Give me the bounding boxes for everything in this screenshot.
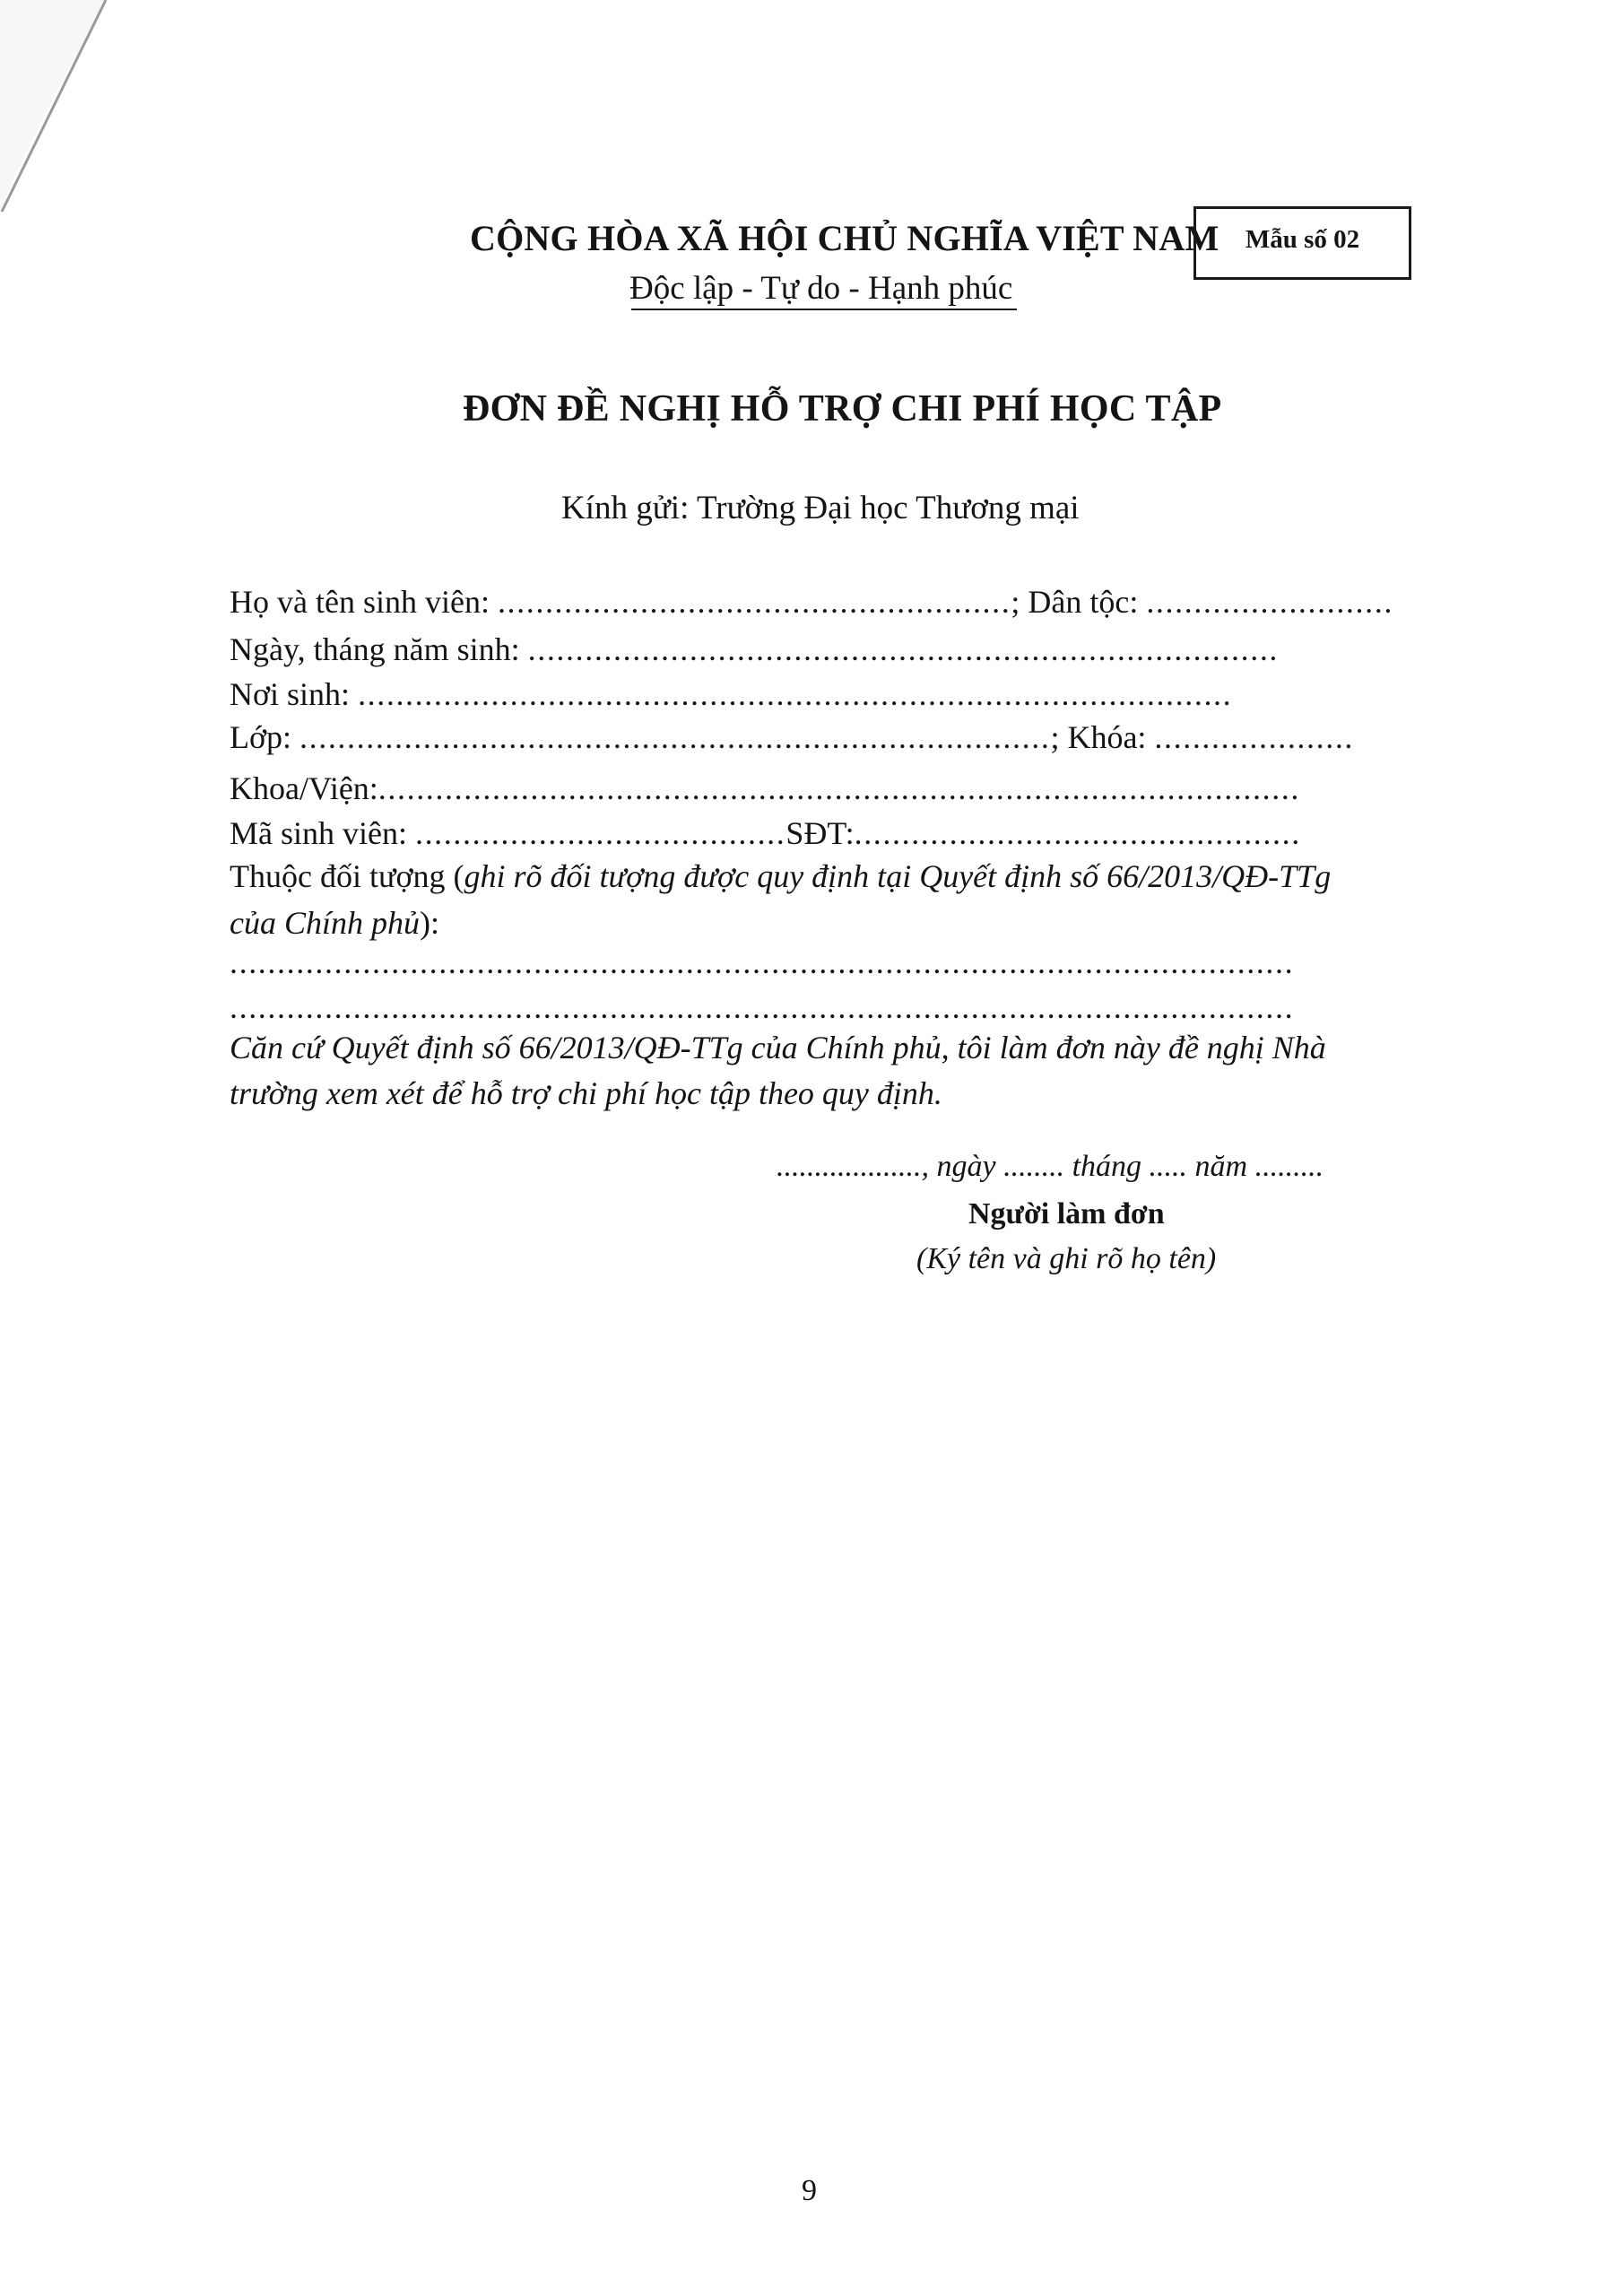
- class-blank[interactable]: ...............................................................................: [299, 719, 1051, 755]
- faculty-row: [230, 770, 1300, 807]
- scan-edge-mark: [0, 0, 126, 215]
- document-title: ĐƠN ĐỀ NGHỊ HỖ TRỢ CHI PHÍ HỌC TẬP: [463, 388, 1222, 430]
- category-blank-line-1[interactable]: ................................................................................................................: [230, 944, 1295, 980]
- phone-blank[interactable]: ...............................................: [854, 815, 1301, 851]
- date-line[interactable]: ..................., ngày ........ tháng ..... năm .........: [777, 1150, 1324, 1183]
- course-label: ; Khóa:: [1050, 719, 1155, 755]
- full-name-row: [230, 583, 1393, 621]
- student-id-blank[interactable]: .......................................: [414, 815, 786, 851]
- dob-label: Ngày, tháng năm sinh:: [230, 631, 528, 667]
- full-name-label: Họ và tên sinh viên:: [230, 584, 498, 620]
- request-line-2: trường xem xét để hỗ trợ chi phí học tập theo quy định.: [230, 1075, 942, 1111]
- student-id-row: [230, 814, 1301, 852]
- student-id-label: Mã sinh viên:: [230, 815, 415, 851]
- category-note: ghi rõ đối tượng được quy định tại Quyết định số 66/2013/QĐ-TTg: [464, 858, 1332, 894]
- faculty-blank[interactable]: .................................................................................................: [378, 770, 1300, 806]
- full-name-blank[interactable]: ......................................................: [497, 584, 1011, 620]
- signer-title: Người làm đơn: [968, 1197, 1165, 1231]
- page-number: 9: [802, 2174, 817, 2207]
- birthplace-label: Nơi sinh:: [230, 676, 359, 712]
- category-label: Thuộc đối tượng (: [230, 858, 464, 894]
- form-code: Mẫu số 02: [1245, 225, 1360, 254]
- birthplace-row: [230, 675, 1232, 713]
- course-blank[interactable]: .....................: [1154, 719, 1355, 755]
- form-code-box: [1193, 206, 1411, 280]
- category-row: [230, 857, 1331, 895]
- dob-blank[interactable]: ...............................................................................: [527, 631, 1280, 667]
- recipient-line: Kính gửi: Trường Đại học Thương mại: [561, 490, 1080, 526]
- motto-underline: [631, 309, 1017, 310]
- national-motto: Độc lập - Tự do - Hạnh phúc: [629, 270, 1013, 307]
- birthplace-blank[interactable]: ............................................................................................: [358, 676, 1233, 712]
- dob-row: [230, 631, 1279, 668]
- class-label: Lớp:: [230, 719, 300, 755]
- category-note-continued: của Chính phủ: [230, 905, 420, 941]
- phone-label: SĐT:: [785, 815, 855, 851]
- class-row: [230, 718, 1354, 756]
- ethnicity-label: ; Dân tộc:: [1011, 584, 1147, 620]
- faculty-label: Khoa/Viện:: [230, 770, 378, 806]
- signer-instruction: (Ký tên và ghi rõ họ tên): [916, 1242, 1217, 1275]
- category-close: ):: [420, 905, 439, 941]
- category-blank-line-2[interactable]: ................................................................................................................: [230, 989, 1295, 1025]
- request-line-1: Căn cứ Quyết định số 66/2013/QĐ-TTg của Chính phủ, tôi làm đơn này đề nghị Nhà: [230, 1030, 1326, 1065]
- ethnicity-blank[interactable]: ..........................: [1146, 584, 1393, 620]
- category-row-continued: [230, 904, 439, 942]
- national-title: CỘNG HÒA XÃ HỘI CHỦ NGHĨA VIỆT NAM: [470, 218, 1219, 258]
